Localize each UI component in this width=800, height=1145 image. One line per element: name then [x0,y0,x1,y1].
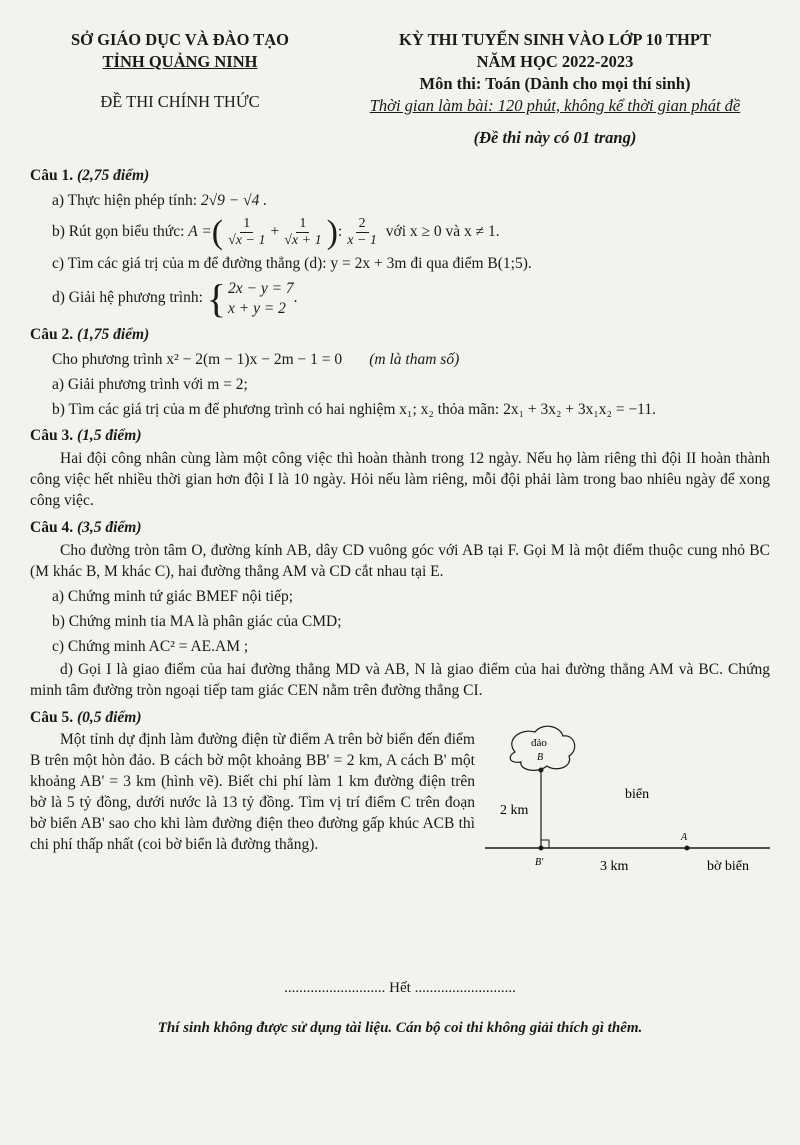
q1-part-d: d) Giải hệ phương trình: { 2x − y = 7 x + y = 2 . [52,275,298,321]
coast-diagram [475,720,775,890]
shore-label: bờ biển [707,859,750,875]
q2-intro: Cho phương trình x² − 2(m − 1)x − 2m − 1 = 0 (m là tham số) [52,350,460,368]
page-count: (Đề thi này có 01 trang) [473,128,637,147]
time-line: Thời gian làm bài: 120 phút, không kể thời gian phát đề [369,96,741,115]
q4-part-d: d) Gọi I là giao điểm của hai đường thẳng MD và AB, N là giao điểm của hai đường thẳng AM và BC. Chứng minh tâm đường tròn ngoại tiếp tam giác CEN nằm trên đường thẳng CI. [30,660,770,699]
q2-part-a: a) Giải phương trình với m = 2; [52,375,248,393]
province-name: TỈNH QUẢNG NINH [102,52,258,71]
q2-part-b: b) Tìm các giá trị của m để phương trình có hai nghiệm x₁; x₂ thỏa mãn: 2x₁ + 3x₂ + 3x₁x₂ = −11. [52,400,656,418]
department-name-bold: SỞ GIÁO DỤC VÀ ĐÀO TẠO [70,30,290,49]
q5-text: Một tỉnh dự định làm đường điện từ điểm A trên bờ biển đến điểm B trên một hòn đảo. B cách bờ một khoảng BB' = 2 km, A cách B' một khoảng AB' = 3 km (hình vẽ). Biết chi phí làm 1 km đường điện trên bờ là 5 tỷ đồng, dưới nước là 13 tỷ đồng. Tìm vị trí điểm C trên đoạn bờ biển AB' sao cho khi làm đường điện theo đường gấp khúc ACB thì chi phí thấp nhất (coi bờ biển là đường thẳng). [30,731,475,854]
q4-part-a: a) Chứng minh tứ giác BMEF nội tiếp; [52,587,294,605]
subject-line: Môn thi: Toán (Dành cho mọi thí sinh) [419,74,691,93]
q4-intro: Cho đường tròn tâm O, đường kính AB, dây CD vuông góc với AB tại F. Gọi M là một điểm thuộc cung nhỏ BC (M khác B, M khác C), hai đường thẳng AM và CD cắt nhau tại E. [30,542,770,580]
q1-part-b: b) Rút gọn biểu thức: A = ( $\frac{1}{√x - 1}$ + $\frac{1}{√x + 1}$ ) : $\frac{2}{x - 1}$ với x ≥ 0 và x ≠ 1. [52,213,500,251]
q5-heading: Câu 5. (0,5 điểm) [30,708,142,726]
q1-heading: Câu 1. (2,75 điểm) [30,167,150,184]
q1-part-a: a) Thực hiện phép tính: 2√9 − √4 . [52,191,268,209]
q4-part-b: b) Chứng minh tia MA là phân giác của CMD; [52,612,342,630]
sea-label: biển [625,787,650,803]
official-label: ĐỀ THI CHÍNH THỨC [100,92,260,111]
q1-part-c: c) Tìm các giá trị của m để đường thẳng (d): y = 2x + 3m đi qua điểm B(1;5). [52,254,532,272]
end-marker: ........................... Hết ........................... [284,980,516,996]
q5-block [30,728,770,878]
q4-heading: Câu 4. (3,5 điểm) [30,519,142,537]
point-b-label: B [537,752,544,764]
q2-heading: Câu 2. (1,75 điểm) [30,325,150,343]
exam-content [30,160,770,878]
q3-text: Hai đội công nhân cùng làm một công việc thì hoàn thành trong 12 ngày. Nếu họ làm riêng thì đội II hoàn thành công việc hết nhiều thời gian hơn đội I là 10 ngày. Hỏi nếu làm riêng, mỗi đội phải làm trong bao nhiêu ngày để xong công việc. [30,450,770,510]
distance-3km: 3 km [600,859,629,875]
island-label: đảo [531,737,547,750]
exam-title: KỲ THI TUYỂN SINH VÀO LỚP 10 THPT [399,30,711,49]
point-b-prime-label: B' [535,857,544,869]
footer-note: Thí sinh không được sử dụng tài liệu. Cán bộ coi thi không giải thích gì thêm. [157,1020,643,1036]
point-a-label: A [681,832,688,844]
q4-part-c: c) Chứng minh AC² = AE.AM ; [52,637,249,655]
distance-2km: 2 km [500,803,529,819]
school-year: NĂM HỌC 2022-2023 [476,52,634,71]
exam-header [0,30,800,160]
point-b-prime [539,846,544,851]
q3-heading: Câu 3. (1,5 điểm) [30,427,142,445]
point-a [685,846,690,851]
